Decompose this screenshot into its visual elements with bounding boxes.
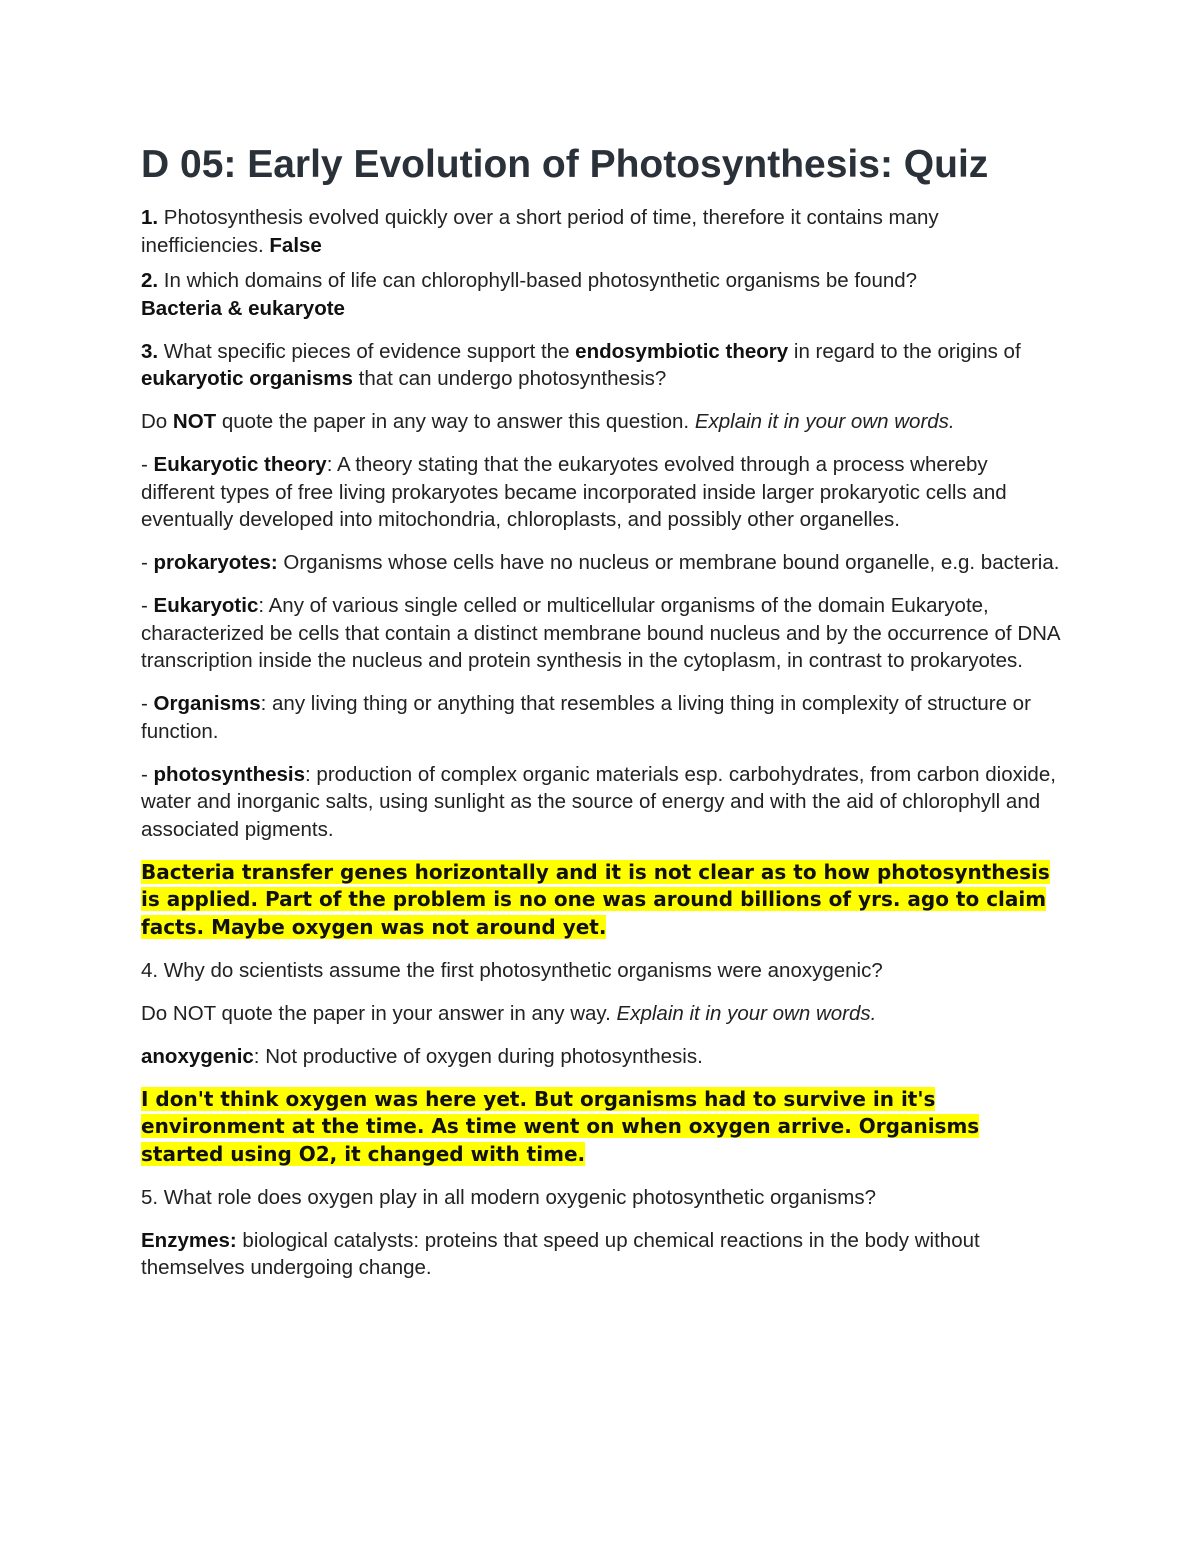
- definition-term: anoxygenic: [141, 1044, 254, 1068]
- question-text: Photosynthesis evolved quickly over a short period of time, therefore it contains many inefficiencies.: [141, 206, 939, 257]
- highlighted-text: I don't think oxygen was here yet. But organisms had to survive in it's environment at the time. As time went on when oxygen arrive. Organisms started using O2, it changed with time.: [141, 1086, 980, 1166]
- instruction-text: Do: [141, 410, 173, 433]
- definition-term: Eukaryotic theory: [153, 453, 327, 476]
- question-number: 2.: [141, 269, 159, 292]
- definition-term: Eukaryotic: [153, 594, 259, 617]
- document-body: [141, 142, 1066, 1297]
- question-answer: Bacteria & eukaryote: [141, 296, 345, 320]
- question-3: [141, 338, 1066, 393]
- definition-term: prokaryotes:: [153, 551, 278, 574]
- question-text: What specific pieces of evidence support the: [158, 339, 576, 363]
- definition-text: Organisms whose cells have no nucleus or membrane bound organelle, e.g. bacteria.: [277, 551, 1060, 574]
- definition-eukaryotic: [141, 592, 1066, 675]
- question-answer: False: [269, 233, 322, 257]
- dash: -: [141, 453, 154, 476]
- question-text: that can undergo photosynthesis?: [352, 367, 667, 390]
- definition-text: : production of complex organic materials esp. carbohydrates, from carbon dioxide, water and inorganic salts, using sunlight as the source of energy and with the aid of chlorophyll and associated pigments.: [141, 762, 1056, 841]
- question-number: 1.: [141, 206, 159, 229]
- highlighted-answer-3: [141, 859, 1066, 942]
- emphasis: eukaryotic organisms: [141, 367, 353, 390]
- definition-enzymes: [141, 1227, 1066, 1282]
- emphasis: endosymbiotic theory: [575, 339, 789, 363]
- definition-eukaryotic-theory: [141, 451, 1066, 534]
- emphasis: NOT: [172, 410, 217, 433]
- definition-organisms: [141, 690, 1066, 745]
- definition-term: Enzymes:: [141, 1228, 237, 1252]
- instruction-text: quote the paper in any way to answer this question.: [216, 410, 695, 433]
- dash: -: [141, 594, 154, 617]
- instruction-1: [141, 408, 1066, 436]
- definition-text: : any living thing or anything that resembles a living thing in complexity of structure or function.: [141, 692, 1031, 743]
- definition-term: photosynthesis: [153, 762, 306, 786]
- definition-text: biological catalysts: proteins that speed up chemical reactions in the body without themselves undergoing change.: [141, 1228, 980, 1279]
- dash: -: [141, 692, 154, 715]
- page-title: D 05: Early Evolution of Photosynthesis: Quiz: [141, 143, 989, 186]
- definition-text: : A theory stating that the eukaryotes evolved through a process whereby different types of free living prokaryotes became incorporated inside larger prokaryotic cells and eventually developed into mitochondria, chloroplasts, and possibly other organelles.: [141, 453, 1007, 531]
- instruction-text: Do NOT quote the paper in your answer in any way.: [141, 1001, 617, 1025]
- dash: -: [141, 551, 154, 574]
- question-text: in regard to the origins of: [788, 339, 1021, 363]
- dash: -: [141, 762, 154, 786]
- question-text: In which domains of life can chlorophyll-based photosynthetic organisms be found?: [158, 269, 918, 292]
- definition-photosynthesis: [141, 761, 1066, 844]
- question-1: [141, 204, 1066, 259]
- definition-term: Organisms: [153, 692, 261, 715]
- highlighted-text: Bacteria transfer genes horizontally and it is not clear as to how photosynthesis is applied. Part of the problem is no one was around billions of yrs. ago to claim facts. Maybe oxygen was not around yet.: [141, 859, 1050, 939]
- definition-text: : Any of various single celled or multicellular organisms of the domain Eukaryote, characterized be cells that contain a distinct membrane bound nucleus and by the occurrence of DNA transcription inside the nucleus and protein synthesis in the cytoplasm, in contrast to prokaryotes.: [141, 594, 1060, 672]
- instruction-italic: Explain it in your own words.: [694, 410, 955, 433]
- instruction-italic: Explain it in your own words.: [616, 1001, 877, 1025]
- definition-text: : Not productive of oxygen during photosynthesis.: [253, 1044, 703, 1068]
- question-number: 3.: [141, 339, 159, 363]
- question-4: 4. Why do scientists assume the first photosynthetic organisms were anoxygenic?: [141, 958, 883, 982]
- question-5: 5. What role does oxygen play in all modern oxygenic photosynthetic organisms?: [141, 1185, 876, 1209]
- definition-anoxygenic: [141, 1043, 1066, 1071]
- question-2: [141, 267, 1066, 322]
- instruction-2: [141, 1000, 1066, 1028]
- definition-prokaryotes: [141, 549, 1066, 577]
- highlighted-answer-4: [141, 1086, 1066, 1169]
